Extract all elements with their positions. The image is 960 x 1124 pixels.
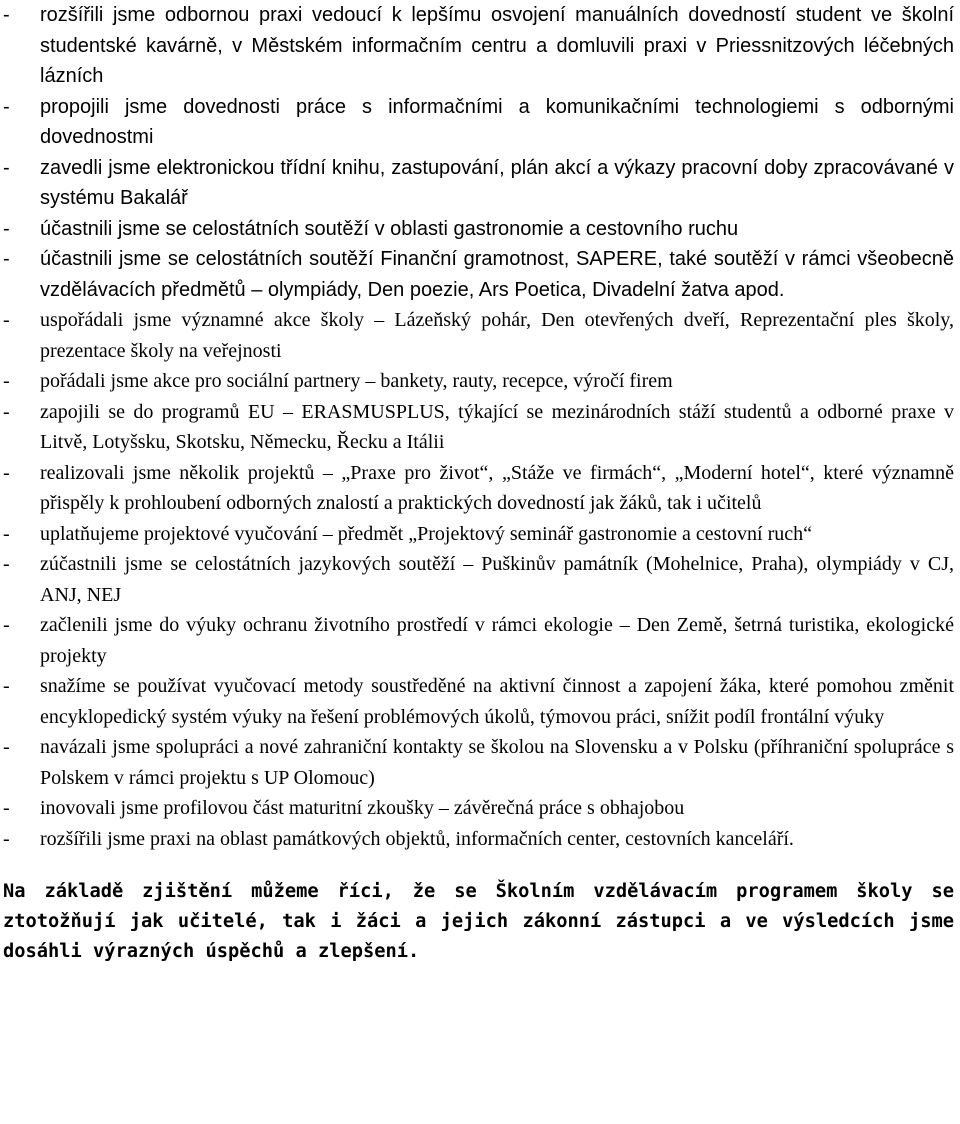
list-item <box>3 549 954 610</box>
list-item <box>3 610 954 671</box>
list-item-text: navázali jsme spolupráci a nové zahraniční kontakty se školou na Slovensku a v Polsku (příhraniční spolupráce s Polskem v rámci projektu s UP Olomouc) <box>40 736 954 789</box>
list-item <box>3 793 954 824</box>
list-item-text: začlenili jsme do výuky ochranu životního prostředí v rámci ekologie – Den Země, šetrná turistika, ekologické projekty <box>40 614 954 667</box>
list-dash: - <box>3 461 10 484</box>
list-item <box>3 397 954 458</box>
list-dash: - <box>3 736 10 758</box>
list-item <box>3 824 954 855</box>
list-dash: - <box>3 522 10 545</box>
list-item <box>3 671 954 732</box>
list-item-text: propojili jsme dovednosti práce s informačními a komunikačními technologiemi s odbornými dovednostmi <box>40 95 954 148</box>
list-dash: - <box>3 4 10 26</box>
list-item-text: účastnili jsme se celostátních soutěží v oblasti gastronomie a cestovního ruchu <box>40 217 739 240</box>
list-dash: - <box>3 309 10 331</box>
list-item <box>3 732 954 793</box>
list-dash: - <box>3 400 10 423</box>
list-dash: - <box>3 797 10 819</box>
list-item <box>3 305 954 366</box>
list-item <box>3 244 954 305</box>
list-item-text: zúčastnili jsme se celostátních jazykových soutěží – Puškinův památník (Mohelnice, Praha), olympiády v CJ, ANJ, NEJ <box>40 553 954 606</box>
list-item <box>3 0 954 92</box>
list-dash: - <box>3 553 10 575</box>
achievements-list <box>3 0 954 854</box>
list-dash: - <box>3 248 10 270</box>
list-dash: - <box>3 95 10 118</box>
list-item <box>3 458 954 519</box>
list-dash: - <box>3 614 10 636</box>
list-item-text: inovovali jsme profilovou část maturitní zkoušky – závěrečná práce s obhajobou <box>40 797 685 819</box>
list-dash: - <box>3 827 10 850</box>
list-item-text: realizovali jsme několik projektů – „Praxe pro život“, „Stáže ve firmách“, „Moderní hotel“, které významně přispěly k prohloubení odborných znalostí a praktických dovedností jak žáků, tak i učitelů <box>40 461 954 514</box>
list-item-text: rozšířili jsme praxi na oblast památkových objektů, informačních center, cestovních kanceláří. <box>40 827 794 850</box>
list-item-text: účastnili jsme se celostátních soutěží Finanční gramotnost, SAPERE, také soutěží v rámci všeobecně vzdělávacích předmětů – olympiády, Den poezie, Ars Poetica, Divadelní žatva apod. <box>40 248 954 301</box>
list-item-text: pořádali jsme akce pro sociální partnery – bankety, rauty, recepce, výročí firem <box>40 370 673 392</box>
list-item <box>3 153 954 214</box>
list-item-text: zavedli jsme elektronickou třídní knihu, zastupování, plán akcí a výkazy pracovní doby zpracovávané v systému Bakalář <box>40 156 954 209</box>
list-item-text: snažíme se používat vyučovací metody soustředěné na aktivní činnost a zapojení žáka, které pomohou změnit encyklopedický systém výuky na řešení problémových úkolů, týmovou práci, snížit podíl frontální výuky <box>40 675 954 728</box>
list-item <box>3 519 954 550</box>
list-item-text: rozšířili jsme odbornou praxi vedoucí k lepšímu osvojení manuálních dovedností student ve školní studentské kavárně, v Městském informačním centru a domluvili praxi v Priessnitzových léčebných lázních <box>40 4 954 87</box>
list-item-text: uplatňujeme projektové vyučování – předmět „Projektový seminář gastronomie a cestovní ruch“ <box>40 522 812 545</box>
list-item <box>3 92 954 153</box>
list-item-text: zapojili se do programů EU – ERASMUSPLUS, týkající se mezinárodních stáží studentů a odborné praxe v Litvě, Lotyšsku, Skotsku, Německu, Řecku a Itálii <box>40 400 954 453</box>
list-dash: - <box>3 370 10 392</box>
list-item <box>3 214 954 245</box>
list-dash: - <box>3 156 10 179</box>
list-dash: - <box>3 217 10 240</box>
summary-paragraph: Na základě zjištění můžeme říci, že se Školním vzdělávacím programem školy se ztotožňují jak učitelé, tak i žáci a jejich zákonní zástupci a ve výsledcích jsme dosáhli výrazných úspěchů a zlepšení. <box>3 881 954 962</box>
list-item-text: uspořádali jsme významné akce školy – Lázeňský pohár, Den otevřených dveří, Reprezentační ples školy, prezentace školy na veřejnosti <box>40 309 954 362</box>
list-dash: - <box>3 675 10 697</box>
list-item <box>3 366 954 397</box>
